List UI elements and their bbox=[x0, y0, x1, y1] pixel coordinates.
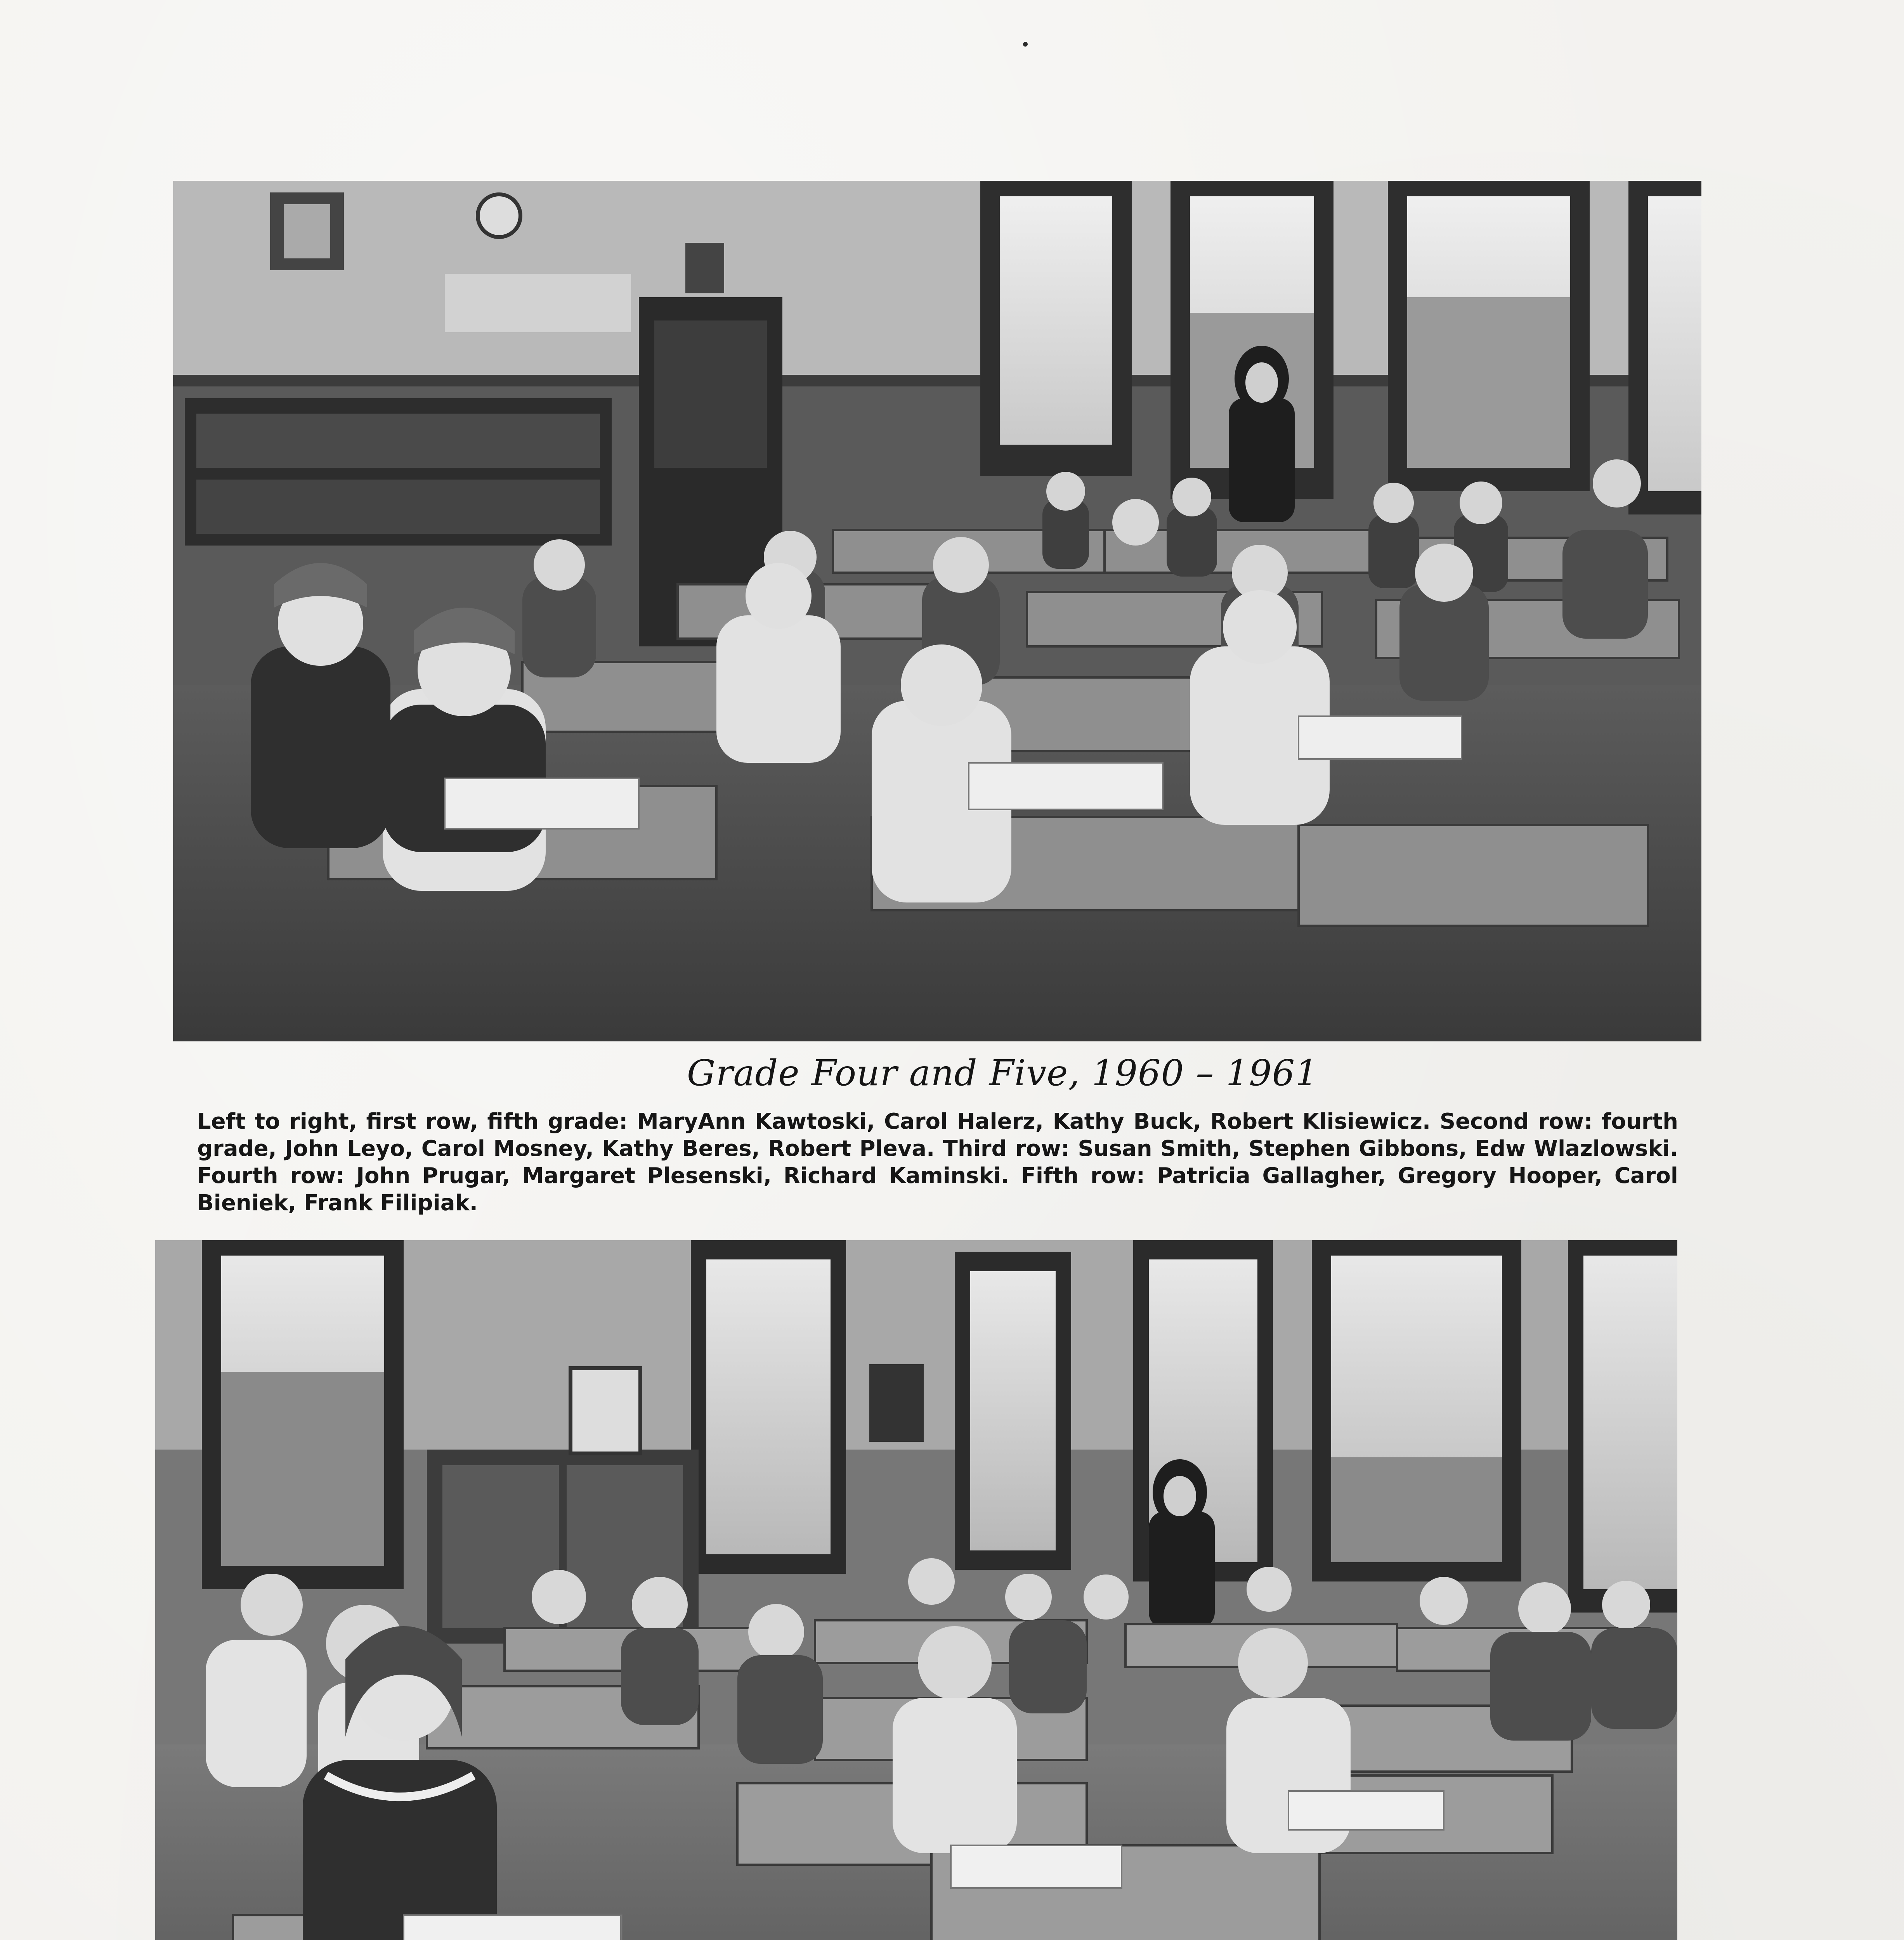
classroom-photo-grade-six-seven bbox=[155, 1240, 1677, 1940]
classroom-photo-illustration bbox=[173, 181, 1701, 1041]
dust-speck bbox=[1023, 42, 1028, 47]
classroom-photo-illustration bbox=[155, 1240, 1677, 1940]
classroom-photo-grade-four-five bbox=[173, 181, 1701, 1041]
photo-title-grade-four-five: Grade Four and Five, 1960 – 1961 bbox=[687, 1052, 1318, 1094]
photo-caption-grade-four-five: Left to right, first row, fifth grade: MaryAnn Kawtoski, Carol Halerz, Kathy Buck, Robert Klisiewicz. Second row: fourth grade, John Leyo, Carol Mosney, Kathy Beres, Robert Pleva. Third row: Susan Smith, Stephen Gibbons, Edw Wlazlowski. Fourth row: John Prugar, Margaret Plesenski, Richard Kaminski. Fifth row: Patricia Gallagher, Gregory Hooper, Carol Bieniek, Frank Filipiak. bbox=[197, 1109, 1678, 1216]
